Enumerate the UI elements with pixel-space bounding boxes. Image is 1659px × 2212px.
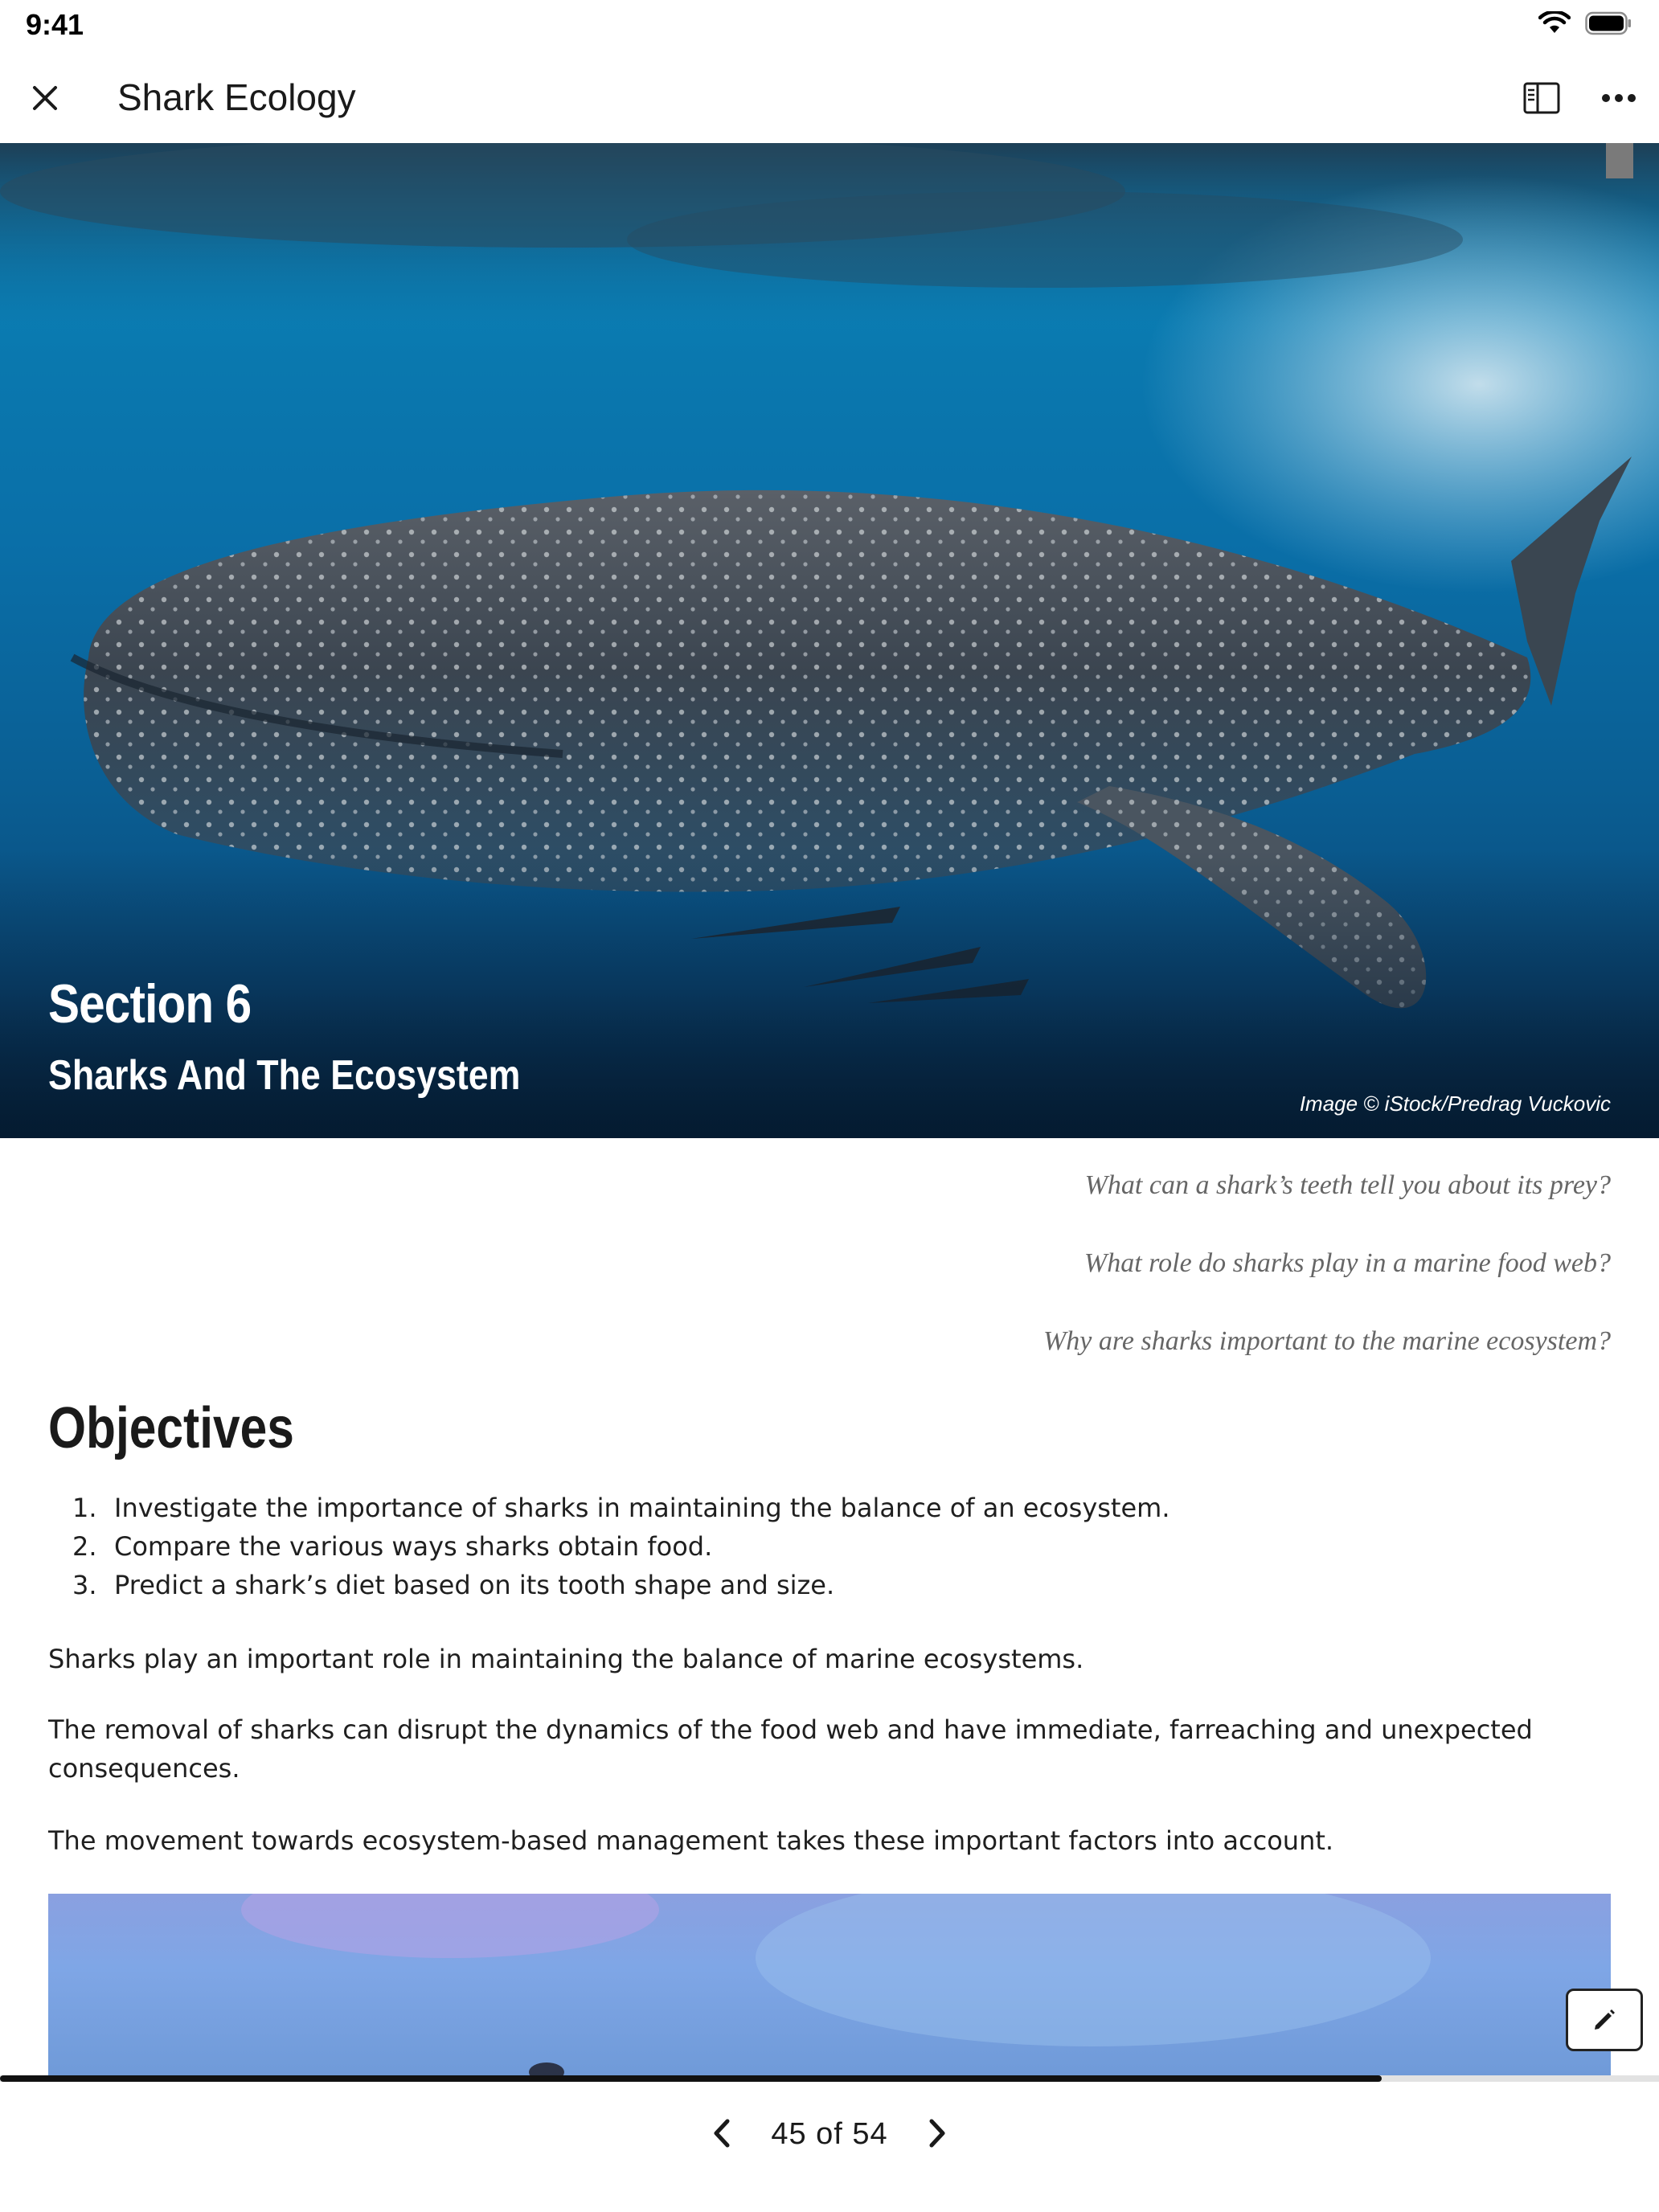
question-item: What role do sharks play in a marine food web?	[1083, 1248, 1611, 1278]
hero-image	[0, 143, 1659, 1138]
table-of-contents-button[interactable]	[1519, 76, 1564, 121]
edit-button[interactable]	[1566, 1989, 1643, 2051]
section-number: Section 6	[48, 973, 252, 1034]
body-paragraph: The movement towards ecosystem-based management takes these important factors into account.	[48, 1825, 1334, 1856]
close-button[interactable]	[24, 77, 66, 119]
page-navigator	[0, 2082, 1659, 2212]
body-paragraph: Sharks play an important role in maintaining the balance of marine ecosystems.	[48, 1644, 1084, 1674]
section-title: Sharks And The Ecosystem	[48, 1052, 521, 1099]
more-options-button[interactable]	[1595, 76, 1643, 121]
objective-text: Compare the various ways sharks obtain food.	[114, 1531, 713, 1562]
objectives-heading: Objectives	[48, 1396, 294, 1460]
pencil-icon	[1591, 2006, 1618, 2034]
content-image	[48, 1894, 1611, 2077]
chevron-right-icon	[928, 2118, 947, 2149]
underwater-photo	[48, 1894, 1611, 2077]
status-time: 9:41	[26, 8, 84, 41]
sidebar-icon	[1523, 82, 1560, 114]
objective-number: 2.	[72, 1531, 97, 1562]
page-indicator: 45 of 54	[771, 2117, 888, 2151]
previous-page-button[interactable]	[701, 2111, 743, 2156]
reading-progress-bar	[0, 2075, 1659, 2082]
chevron-left-icon	[712, 2118, 731, 2149]
battery-icon	[1585, 11, 1632, 35]
objective-item	[48, 1566, 1170, 1604]
nav-bar	[0, 51, 1659, 143]
objective-item	[48, 1527, 1170, 1566]
more-icon	[1601, 93, 1636, 103]
status-icons	[1538, 11, 1632, 35]
bookmark-ribbon[interactable]	[1606, 143, 1633, 178]
objective-item	[48, 1489, 1170, 1527]
next-page-button[interactable]	[916, 2111, 958, 2156]
question-item: What can a shark’s teeth tell you about its prey?	[1084, 1170, 1611, 1200]
reading-progress-fill	[0, 2075, 1382, 2082]
question-item: Why are sharks important to the marine ecosystem?	[1043, 1326, 1611, 1356]
close-icon	[31, 84, 59, 112]
wifi-icon	[1538, 11, 1571, 35]
objective-text: Predict a shark’s diet based on its tooth shape and size.	[114, 1570, 835, 1600]
book-title: Shark Ecology	[117, 76, 356, 118]
body-paragraph: The removal of sharks can disrupt the dynamics of the food web and have immediate, farreaching and unexpected consequences.	[48, 1714, 1533, 1784]
status-bar	[0, 0, 1659, 51]
guiding-questions	[1043, 1164, 1611, 1398]
image-credit: Image © iStock/Predrag Vuckovic	[1299, 1092, 1611, 1116]
objective-number: 3.	[72, 1570, 97, 1600]
objectives-list	[48, 1489, 1170, 1604]
objective-number: 1.	[72, 1493, 97, 1523]
objective-text: Investigate the importance of sharks in maintaining the balance of an ecosystem.	[114, 1493, 1170, 1523]
